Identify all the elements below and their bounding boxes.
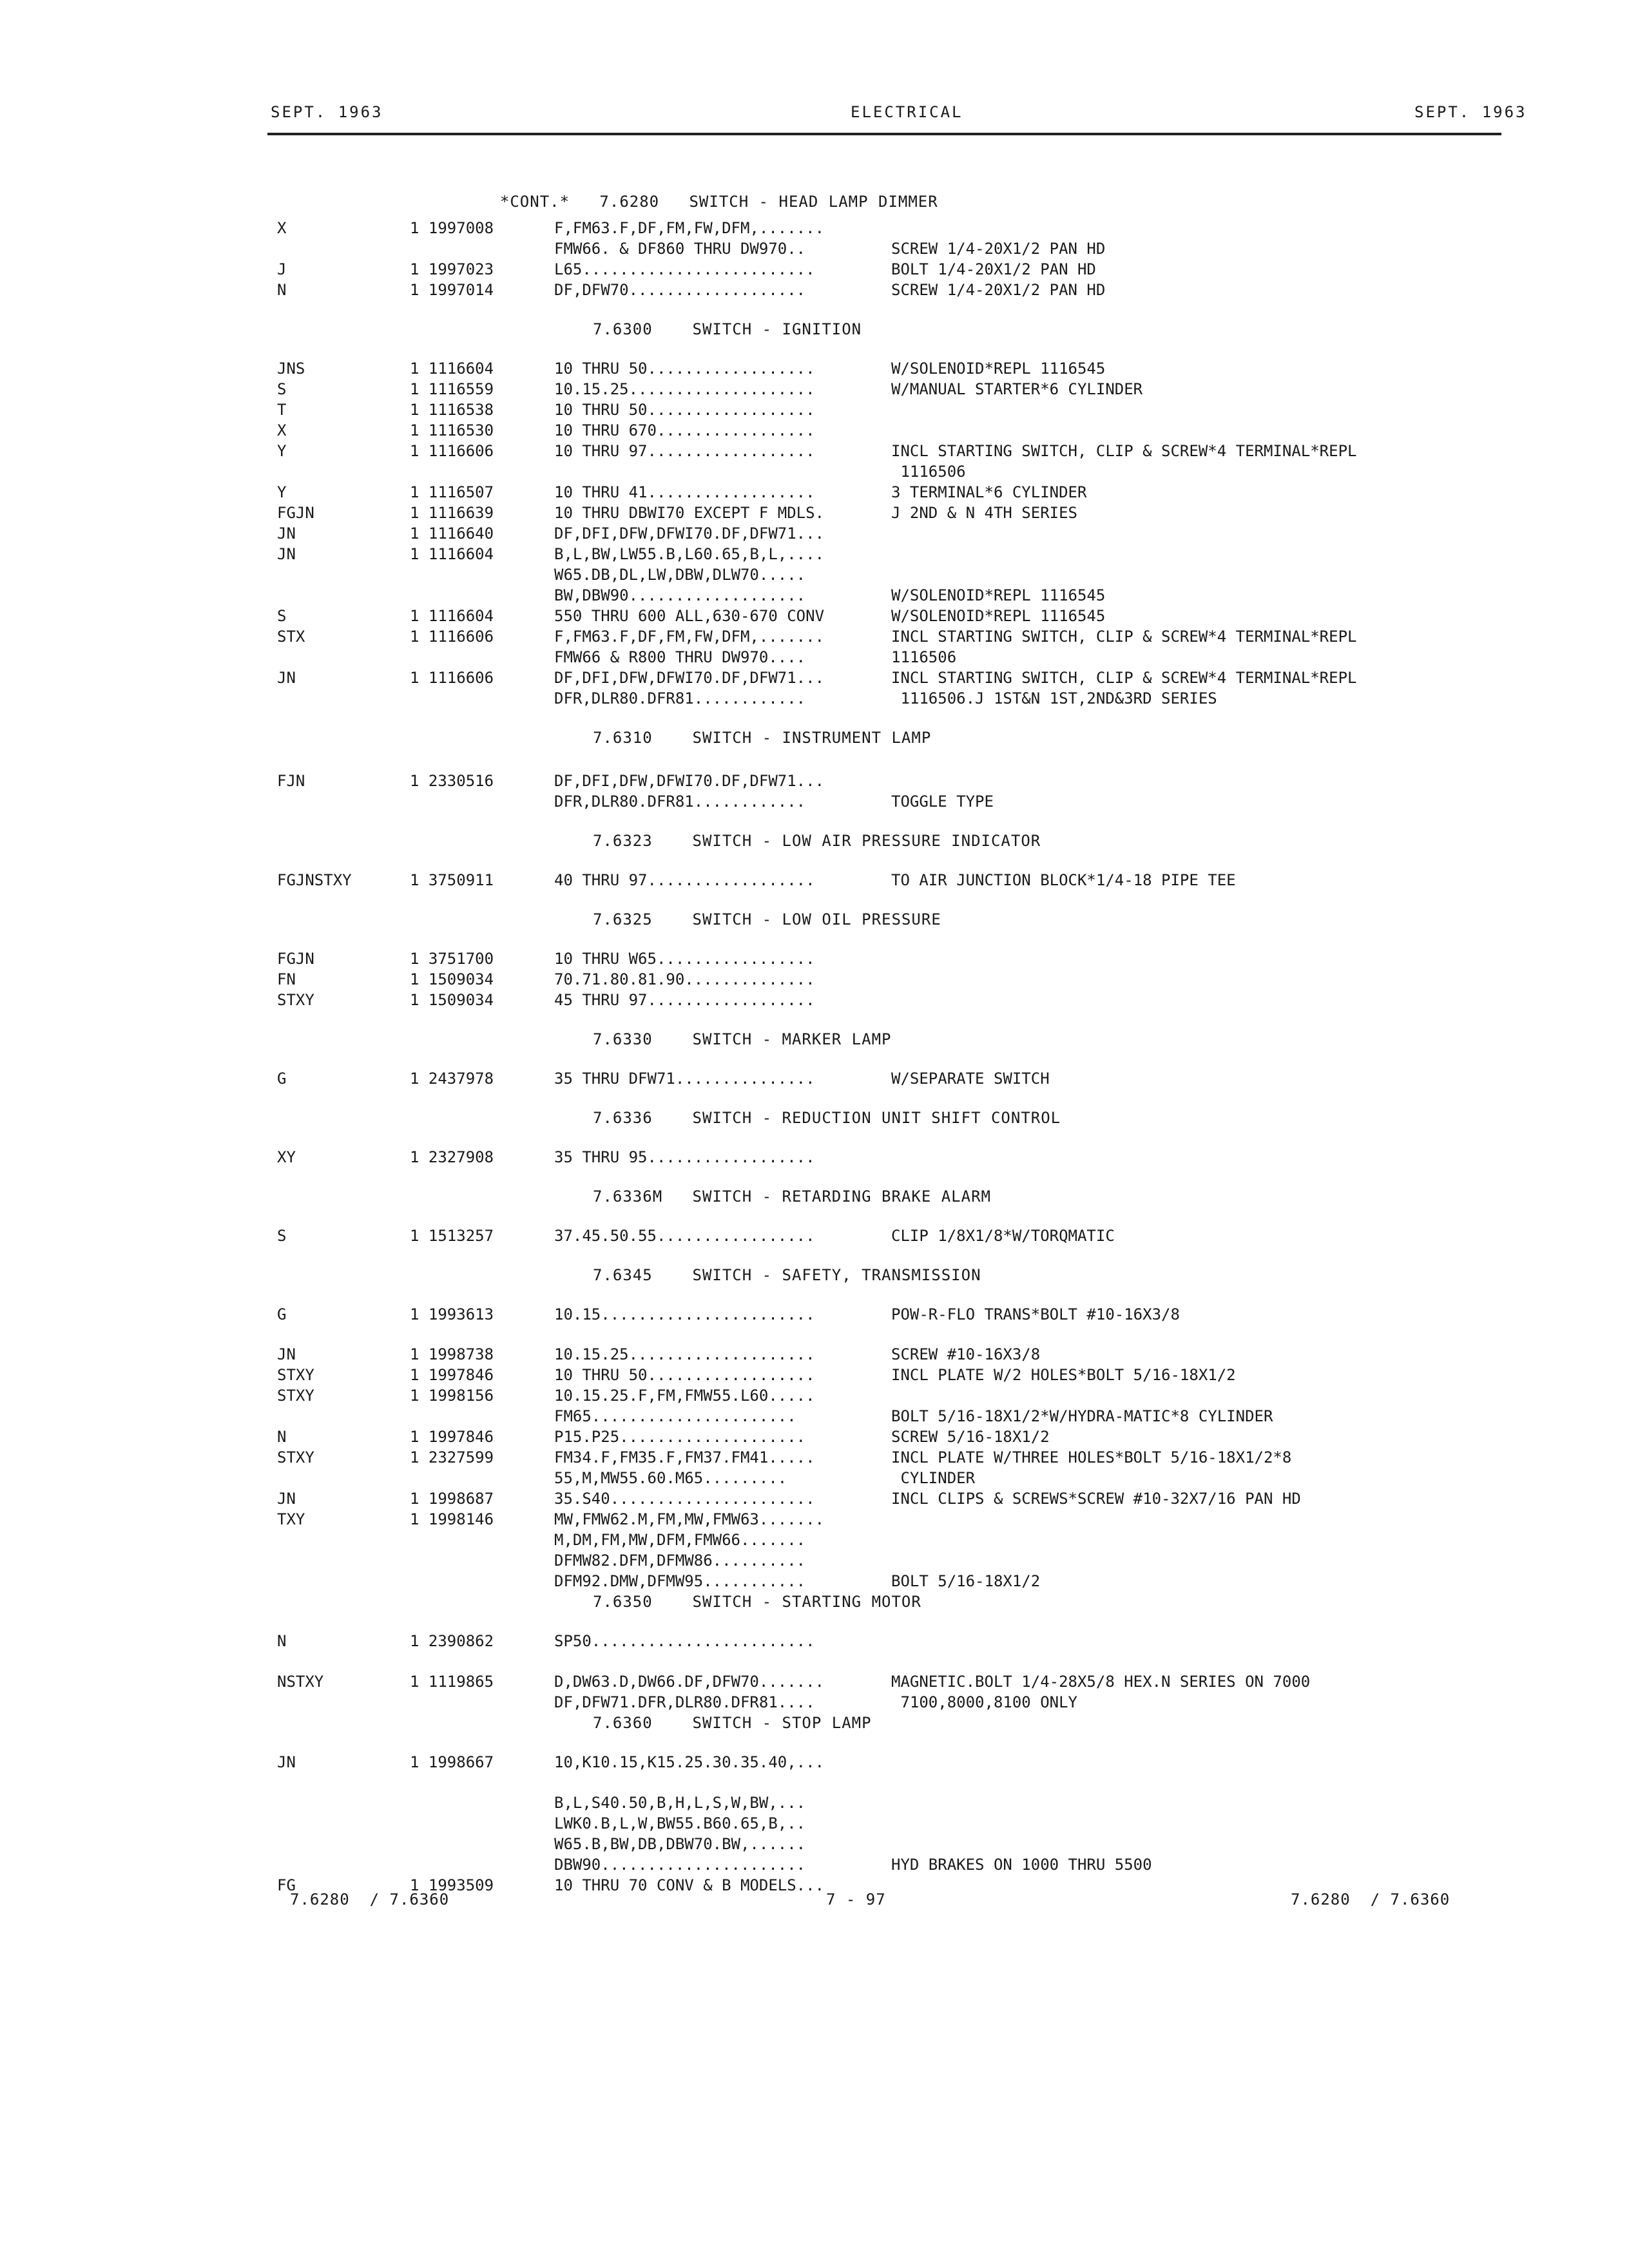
application-description: DFMW82.DFM,DFMW86.......... xyxy=(554,1552,806,1570)
quantity-part-number: 1 1116559 xyxy=(410,380,494,398)
parts-row xyxy=(0,1344,1629,1365)
model-code: FGJN xyxy=(277,504,314,522)
parts-row xyxy=(0,1365,1629,1385)
model-code: JN xyxy=(277,545,296,563)
model-code: JN xyxy=(277,524,296,543)
parts-row xyxy=(0,1671,1629,1692)
part-note: BOLT 1/4-20X1/2 PAN HD xyxy=(891,260,1096,278)
application-description: FMW66. & DF860 THRU DW970.. xyxy=(554,240,806,258)
section-heading: 7.6336 SWITCH - REDUCTION UNIT SHIFT CONTROL xyxy=(593,1109,1061,1127)
model-code: N xyxy=(277,1428,287,1446)
part-note: INCL STARTING SWITCH, CLIP & SCREW*4 TERMINAL*REPL xyxy=(891,442,1357,460)
parts-row xyxy=(0,1427,1629,1447)
model-code: STXY xyxy=(277,1448,314,1466)
application-description: DF,DFW70................... xyxy=(554,281,806,299)
parts-row xyxy=(0,259,1629,280)
parts-row xyxy=(0,1631,1629,1651)
quantity-part-number: 1 1116507 xyxy=(410,483,494,501)
section-heading: 7.6310 SWITCH - INSTRUMENT LAMP xyxy=(593,729,932,747)
parts-row xyxy=(0,238,1629,259)
quantity-part-number: 1 1509034 xyxy=(410,970,494,988)
parts-row xyxy=(0,358,1629,379)
model-code: STX xyxy=(277,628,305,646)
part-note: W/SEPARATE SWITCH xyxy=(891,1070,1050,1088)
application-description: M,DM,FM,MW,DFM,FMW66....... xyxy=(554,1531,806,1549)
parts-row xyxy=(0,1571,1629,1591)
application-description: MW,FMW62.M,FM,MW,FMW63....... xyxy=(554,1510,825,1528)
part-note: INCL PLATE W/2 HOLES*BOLT 5/16-18X1/2 xyxy=(891,1366,1236,1384)
parts-row xyxy=(0,969,1629,990)
part-note: W/SOLENOID*REPL 1116545 xyxy=(891,586,1106,604)
application-description: 40 THRU 97.................. xyxy=(554,871,815,889)
parts-row xyxy=(0,990,1629,1010)
footer-range-right: 7.6280 / 7.6360 xyxy=(1291,1890,1451,1908)
application-description: 37.45.50.55................. xyxy=(554,1227,815,1245)
parts-row xyxy=(0,1068,1629,1089)
parts-row xyxy=(0,668,1629,688)
model-code: FJN xyxy=(277,772,305,790)
model-code: XY xyxy=(277,1148,296,1166)
quantity-part-number: 1 1513257 xyxy=(410,1227,494,1245)
model-code: STXY xyxy=(277,1366,314,1384)
parts-row xyxy=(0,523,1629,544)
parts-row xyxy=(0,1225,1629,1246)
application-description: DBW90...................... xyxy=(554,1856,806,1874)
quantity-part-number: 1 1116604 xyxy=(410,607,494,625)
application-description: BW,DBW90................... xyxy=(554,586,806,604)
parts-row xyxy=(0,420,1629,441)
header-section-title: ELECTRICAL xyxy=(851,103,963,121)
parts-row xyxy=(0,870,1629,890)
part-note: HYD BRAKES ON 1000 THRU 5500 xyxy=(891,1856,1152,1874)
application-description: SP50........................ xyxy=(554,1632,815,1650)
model-code: FGJN xyxy=(277,950,314,968)
parts-row xyxy=(0,280,1629,300)
application-description: DF,DFI,DFW,DFWI70.DF,DFW71... xyxy=(554,669,825,687)
parts-row xyxy=(0,503,1629,523)
parts-row xyxy=(0,399,1629,420)
part-note: SCREW #10-16X3/8 xyxy=(891,1345,1041,1363)
quantity-part-number: 1 3750911 xyxy=(410,871,494,889)
section-heading: 7.6345 SWITCH - SAFETY, TRANSMISSION xyxy=(593,1266,981,1284)
parts-row xyxy=(0,626,1629,647)
model-code: X xyxy=(277,421,287,439)
quantity-part-number: 1 1997014 xyxy=(410,281,494,299)
section-heading: 7.6325 SWITCH - LOW OIL PRESSURE xyxy=(593,910,941,928)
application-description: D,DW63.D,DW66.DF,DFW70....... xyxy=(554,1673,825,1691)
model-code: JN xyxy=(277,1490,296,1508)
application-description: 10 THRU 97.................. xyxy=(554,442,815,460)
application-description: 10 THRU 670................. xyxy=(554,421,815,439)
quantity-part-number: 1 1116604 xyxy=(410,360,494,378)
parts-row xyxy=(0,1752,1629,1773)
quantity-part-number: 1 1116606 xyxy=(410,669,494,687)
application-description: 10 THRU DBWI70 EXCEPT F MDLS. xyxy=(554,504,825,522)
part-note: INCL CLIPS & SCREWS*SCREW #10-32X7/16 PAN HD xyxy=(891,1490,1301,1508)
application-description: F,FM63.F,DF,FM,FW,DFM,....... xyxy=(554,628,825,646)
quantity-part-number: 1 1116640 xyxy=(410,524,494,543)
parts-row xyxy=(0,585,1629,606)
quantity-part-number: 1 1998687 xyxy=(410,1490,494,1508)
parts-row xyxy=(0,218,1629,238)
quantity-part-number: 1 1993509 xyxy=(410,1876,494,1894)
application-description: B,L,S40.50,B,H,L,S,W,BW,... xyxy=(554,1794,806,1812)
parts-row xyxy=(0,791,1629,812)
application-description: DF,DFW71.DFR,DLR80.DFR81.... xyxy=(554,1693,815,1711)
model-code: TXY xyxy=(277,1510,305,1528)
application-description: 35 THRU DFW71............... xyxy=(554,1070,815,1088)
part-note: W/MANUAL STARTER*6 CYLINDER xyxy=(891,380,1143,398)
quantity-part-number: 1 1993613 xyxy=(410,1305,494,1323)
part-note: CLIP 1/8X1/8*W/TORQMATIC xyxy=(891,1227,1115,1245)
application-description: 55,M,MW55.60.M65......... xyxy=(554,1469,787,1487)
parts-row xyxy=(0,688,1629,709)
quantity-part-number: 1 1998156 xyxy=(410,1387,494,1405)
application-description: DFR,DLR80.DFR81............ xyxy=(554,793,806,811)
parts-row xyxy=(0,1813,1629,1834)
model-code: FG xyxy=(277,1876,296,1894)
parts-row xyxy=(0,1530,1629,1550)
model-code: JN xyxy=(277,669,296,687)
section-heading: 7.6300 SWITCH - IGNITION xyxy=(593,320,862,338)
part-note: J 2ND & N 4TH SERIES xyxy=(891,504,1077,522)
part-note: TO AIR JUNCTION BLOCK*1/4-18 PIPE TEE xyxy=(891,871,1236,889)
model-code: JN xyxy=(277,1345,296,1363)
model-code: X xyxy=(277,219,287,237)
footer-range-left: 7.6280 / 7.6360 xyxy=(290,1890,450,1908)
quantity-part-number: 1 2437978 xyxy=(410,1070,494,1088)
parts-row xyxy=(0,379,1629,399)
model-code: S xyxy=(277,380,287,398)
quantity-part-number: 1 3751700 xyxy=(410,950,494,968)
parts-row xyxy=(0,647,1629,668)
model-code: FN xyxy=(277,970,296,988)
application-description: 35 THRU 95.................. xyxy=(554,1148,815,1166)
quantity-part-number: 1 1997023 xyxy=(410,260,494,278)
header-rule xyxy=(267,133,1501,135)
application-description: P15.P25.................... xyxy=(554,1428,806,1446)
model-code: S xyxy=(277,1227,287,1245)
part-note: 7100,8000,8100 ONLY xyxy=(891,1693,1077,1711)
application-description: 550 THRU 600 ALL,630-670 CONV xyxy=(554,607,825,625)
parts-row xyxy=(0,1488,1629,1509)
application-description: 10 THRU 70 CONV & B MODELS... xyxy=(554,1876,825,1894)
part-note: SCREW 1/4-20X1/2 PAN HD xyxy=(891,281,1106,299)
model-code: NSTXY xyxy=(277,1673,324,1691)
application-description: 10.15.25.................... xyxy=(554,380,815,398)
part-note: MAGNETIC.BOLT 1/4-28X5/8 HEX.N SERIES ON 7000 xyxy=(891,1673,1311,1691)
quantity-part-number: 1 2327908 xyxy=(410,1148,494,1166)
parts-row xyxy=(0,1468,1629,1488)
parts-row xyxy=(0,1147,1629,1168)
part-note: 3 TERMINAL*6 CYLINDER xyxy=(891,483,1087,501)
continued-title: 7.6280 SWITCH - HEAD LAMP DIMMER xyxy=(599,193,938,211)
section-heading: 7.6360 SWITCH - STOP LAMP xyxy=(593,1714,872,1732)
parts-row xyxy=(0,948,1629,969)
part-note: 1116506 xyxy=(891,463,966,481)
model-code: JN xyxy=(277,1753,296,1771)
part-note: 1116506 xyxy=(891,648,957,666)
application-description: DFM92.DMW,DFMW95........... xyxy=(554,1572,806,1590)
application-description: DF,DFI,DFW,DFWI70.DF,DFW71... xyxy=(554,524,825,543)
quantity-part-number: 1 1998738 xyxy=(410,1345,494,1363)
parts-row xyxy=(0,564,1629,585)
part-note: INCL STARTING SWITCH, CLIP & SCREW*4 TERMINAL*REPL xyxy=(891,669,1357,687)
quantity-part-number: 1 1116606 xyxy=(410,442,494,460)
parts-row xyxy=(0,1550,1629,1571)
quantity-part-number: 1 1998146 xyxy=(410,1510,494,1528)
part-note: SCREW 5/16-18X1/2 xyxy=(891,1428,1050,1446)
model-code: JNS xyxy=(277,360,305,378)
application-description: 10 THRU 50.................. xyxy=(554,360,815,378)
application-description: B,L,BW,LW55.B,L60.65,B,L,.... xyxy=(554,545,825,563)
application-description: F,FM63.F,DF,FM,FW,DFM,....... xyxy=(554,219,825,237)
model-code: STXY xyxy=(277,991,314,1009)
application-description: 10.15.25.F,FM,FMW55.L60..... xyxy=(554,1387,815,1405)
application-description: 10.15....................... xyxy=(554,1305,815,1323)
quantity-part-number: 1 1119865 xyxy=(410,1673,494,1691)
quantity-part-number: 1 2330516 xyxy=(410,772,494,790)
application-description: W65.DB,DL,LW,DBW,DLW70..... xyxy=(554,566,806,584)
application-description: FM65...................... xyxy=(554,1407,796,1425)
part-note: POW-R-FLO TRANS*BOLT #10-16X3/8 xyxy=(891,1305,1180,1323)
part-note: 1116506.J 1ST&N 1ST,2ND&3RD SERIES xyxy=(891,689,1217,707)
continued-heading xyxy=(480,171,938,212)
header-date-right: SEPT. 1963 xyxy=(1414,103,1527,121)
quantity-part-number: 1 1116606 xyxy=(410,628,494,646)
part-note: W/SOLENOID*REPL 1116545 xyxy=(891,360,1106,378)
parts-row xyxy=(0,1834,1629,1854)
parts-row xyxy=(0,1692,1629,1713)
section-heading: 7.6350 SWITCH - STARTING MOTOR xyxy=(593,1593,921,1611)
quantity-part-number: 1 1509034 xyxy=(410,991,494,1009)
parts-row xyxy=(0,771,1629,791)
application-description: FM34.F,FM35.F,FM37.FM41..... xyxy=(554,1448,815,1466)
parts-row xyxy=(0,1509,1629,1530)
model-code: N xyxy=(277,1632,287,1650)
parts-row xyxy=(0,606,1629,626)
parts-row xyxy=(0,1447,1629,1468)
footer-page-number: 7 - 97 xyxy=(826,1890,886,1908)
parts-row xyxy=(0,1792,1629,1813)
parts-row xyxy=(0,1854,1629,1875)
header-date-left: SEPT. 1963 xyxy=(271,103,383,121)
application-description: L65......................... xyxy=(554,260,815,278)
quantity-part-number: 1 2390862 xyxy=(410,1632,494,1650)
application-description: DF,DFI,DFW,DFWI70.DF,DFW71... xyxy=(554,772,825,790)
application-description: FMW66 & R800 THRU DW970.... xyxy=(554,648,806,666)
section-heading: 7.6323 SWITCH - LOW AIR PRESSURE INDICATOR xyxy=(593,832,1041,850)
application-description: 45 THRU 97.................. xyxy=(554,991,815,1009)
model-code: FGJNSTXY xyxy=(277,871,352,889)
parts-row xyxy=(0,544,1629,564)
parts-row xyxy=(0,1304,1629,1325)
parts-row xyxy=(0,482,1629,503)
part-note: TOGGLE TYPE xyxy=(891,793,994,811)
quantity-part-number: 1 1997846 xyxy=(410,1366,494,1384)
quantity-part-number: 1 1116604 xyxy=(410,545,494,563)
section-heading: 7.6330 SWITCH - MARKER LAMP xyxy=(593,1030,892,1048)
part-note: W/SOLENOID*REPL 1116545 xyxy=(891,607,1106,625)
model-code: N xyxy=(277,281,287,299)
part-note: INCL PLATE W/THREE HOLES*BOLT 5/16-18X1/2*8 xyxy=(891,1448,1292,1466)
model-code: J xyxy=(277,260,287,278)
part-note: SCREW 1/4-20X1/2 PAN HD xyxy=(891,240,1106,258)
application-description: 10 THRU W65................. xyxy=(554,950,815,968)
application-description: DFR,DLR80.DFR81............ xyxy=(554,689,806,707)
application-description: 10.15.25.................... xyxy=(554,1345,815,1363)
application-description: 70.71.80.81.90.............. xyxy=(554,970,815,988)
application-description: 10,K10.15,K15.25.30.35.40,... xyxy=(554,1753,825,1771)
parts-row xyxy=(0,461,1629,482)
parts-row xyxy=(0,441,1629,461)
model-code: S xyxy=(277,607,287,625)
part-note: CYLINDER xyxy=(891,1469,976,1487)
quantity-part-number: 1 1116530 xyxy=(410,421,494,439)
quantity-part-number: 1 2327599 xyxy=(410,1448,494,1466)
part-note: BOLT 5/16-18X1/2 xyxy=(891,1572,1041,1590)
quantity-part-number: 1 1998667 xyxy=(410,1753,494,1771)
quantity-part-number: 1 1116538 xyxy=(410,401,494,419)
application-description: 10 THRU 50.................. xyxy=(554,1366,815,1384)
model-code: STXY xyxy=(277,1387,314,1405)
application-description: 10 THRU 41.................. xyxy=(554,483,815,501)
model-code: G xyxy=(277,1305,287,1323)
part-note: INCL STARTING SWITCH, CLIP & SCREW*4 TERMINAL*REPL xyxy=(891,628,1357,646)
quantity-part-number: 1 1997008 xyxy=(410,219,494,237)
parts-row xyxy=(0,1385,1629,1406)
application-description: LWK0.B,L,W,BW55.B60.65,B,.. xyxy=(554,1814,806,1832)
application-description: 35.S40...................... xyxy=(554,1490,815,1508)
parts-row xyxy=(0,1406,1629,1427)
model-code: Y xyxy=(277,483,287,501)
model-code: T xyxy=(277,401,287,419)
application-description: W65.B,BW,DB,DBW70.BW,...... xyxy=(554,1835,806,1853)
continued-marker: *CONT.* xyxy=(499,193,570,211)
model-code: G xyxy=(277,1070,287,1088)
model-code: Y xyxy=(277,442,287,460)
quantity-part-number: 1 1116639 xyxy=(410,504,494,522)
part-note: BOLT 5/16-18X1/2*W/HYDRA-MATIC*8 CYLINDER xyxy=(891,1407,1273,1425)
section-heading: 7.6336M SWITCH - RETARDING BRAKE ALARM xyxy=(593,1187,991,1206)
quantity-part-number: 1 1997846 xyxy=(410,1428,494,1446)
application-description: 10 THRU 50.................. xyxy=(554,401,815,419)
